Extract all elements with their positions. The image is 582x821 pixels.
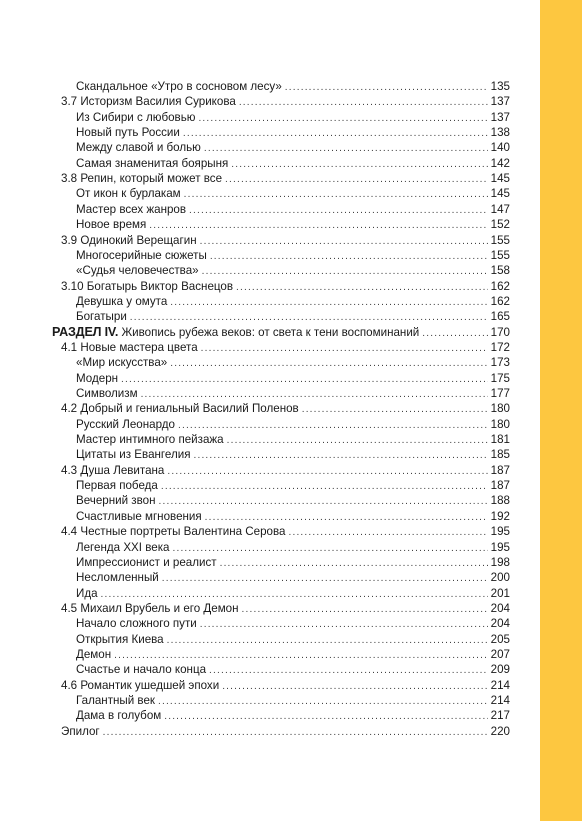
toc-entry-title: «Мир искусства» bbox=[76, 356, 168, 370]
toc-entry-title: Самая знаменитая боярыня bbox=[76, 156, 229, 170]
page-number: 147 bbox=[490, 202, 510, 216]
page-number: 207 bbox=[490, 647, 510, 661]
toc-subchapter-row bbox=[76, 125, 510, 140]
toc-subchapter-row bbox=[76, 248, 510, 263]
toc-chapter-row bbox=[61, 524, 510, 539]
toc-entry-title: Вечерний звон bbox=[76, 494, 156, 508]
page-number: 181 bbox=[490, 433, 510, 447]
toc-subchapter-row bbox=[76, 217, 510, 232]
page-number: 217 bbox=[490, 709, 510, 723]
dot-leader bbox=[201, 341, 488, 355]
toc-chapter-row bbox=[61, 463, 510, 478]
dot-leader bbox=[220, 556, 488, 570]
toc-entry-title: Несломленный bbox=[76, 571, 159, 585]
toc-subchapter-row bbox=[76, 447, 510, 462]
toc-chapter-row bbox=[61, 678, 510, 693]
page-number: 137 bbox=[490, 110, 510, 124]
page-number: 214 bbox=[490, 694, 510, 707]
toc-entry-title: Легенда XXI века bbox=[76, 540, 170, 554]
page-number: 172 bbox=[490, 340, 510, 354]
page-number: 204 bbox=[490, 601, 510, 615]
dot-leader bbox=[231, 157, 487, 171]
toc-subchapter-row bbox=[76, 186, 510, 201]
page-number: 145 bbox=[490, 187, 510, 201]
dot-leader bbox=[170, 356, 487, 370]
toc-chapter-row bbox=[61, 401, 510, 416]
toc-entry-title: Импрессионист и реалист bbox=[76, 555, 217, 569]
dot-leader bbox=[161, 479, 488, 493]
page-number: 152 bbox=[490, 218, 510, 232]
dot-leader bbox=[158, 694, 488, 708]
toc-chapter-row bbox=[61, 340, 510, 355]
toc-chapter-row bbox=[61, 233, 510, 248]
toc-subchapter-row bbox=[76, 570, 510, 585]
toc-entry-title: Из Сибири с любовью bbox=[76, 110, 196, 124]
dot-leader bbox=[162, 571, 488, 585]
toc-entry-title: Мастер интимного пейзажа bbox=[76, 433, 224, 447]
dot-leader bbox=[159, 494, 488, 508]
page-number: 187 bbox=[490, 479, 510, 493]
toc-entry-title: 4.4 Честные портреты Валентина Серова bbox=[61, 525, 286, 539]
page-number: 220 bbox=[490, 724, 510, 738]
dot-leader bbox=[178, 418, 488, 432]
toc-chapter-row bbox=[61, 94, 510, 109]
page-number: 145 bbox=[490, 172, 510, 186]
page-number: 195 bbox=[490, 525, 510, 539]
toc-chapter-row bbox=[61, 279, 510, 294]
toc-subchapter-row bbox=[76, 294, 510, 309]
section-label: РАЗДЕЛ IV. bbox=[52, 324, 119, 339]
toc-entry-title: Девушка у омута bbox=[76, 294, 168, 308]
page-number: 137 bbox=[490, 95, 510, 109]
toc-subchapter-row bbox=[76, 202, 510, 217]
page-number: 209 bbox=[490, 663, 510, 677]
toc-entry-title: Мастер всех жанров bbox=[76, 202, 187, 216]
dot-leader bbox=[167, 464, 487, 478]
toc-entry-title: Многосерийные сюжеты bbox=[76, 248, 207, 262]
toc-entry-title: Между славой и болью bbox=[76, 141, 201, 155]
page-number: 180 bbox=[490, 402, 510, 416]
toc-subchapter-row bbox=[76, 478, 510, 493]
toc-section-row bbox=[52, 325, 510, 340]
toc-entry-title: 4.3 Душа Левитана bbox=[61, 463, 165, 477]
toc-entry-title: Первая победа bbox=[76, 479, 158, 493]
dot-leader bbox=[302, 402, 488, 416]
toc-entry-title: 4.5 Михаил Врубель и его Демон bbox=[61, 601, 239, 615]
dot-leader bbox=[225, 172, 488, 186]
page-number: 180 bbox=[490, 417, 510, 431]
dot-leader bbox=[422, 326, 487, 340]
dot-leader bbox=[202, 264, 488, 278]
toc-subchapter-row bbox=[76, 540, 510, 555]
toc-subchapter-row bbox=[76, 309, 510, 324]
toc-entry-title: Русский Леонардо bbox=[76, 417, 175, 431]
dot-leader bbox=[149, 218, 487, 232]
toc-entry-title: Ида bbox=[76, 586, 98, 600]
dot-leader bbox=[285, 80, 488, 94]
toc-subchapter-row bbox=[76, 616, 510, 631]
toc-entry-title: 3.10 Богатырь Виктор Васнецов bbox=[61, 279, 234, 293]
toc-chapter-row bbox=[61, 724, 510, 739]
dot-leader bbox=[121, 372, 488, 386]
toc-subchapter-row bbox=[76, 432, 510, 447]
toc-entry-title: 4.2 Добрый и гениальный Василий Поленов bbox=[61, 402, 299, 416]
dot-leader bbox=[198, 111, 487, 125]
dot-leader bbox=[200, 234, 488, 248]
toc-subchapter-row bbox=[76, 140, 510, 155]
dot-leader bbox=[227, 433, 488, 447]
toc-subchapter-row bbox=[76, 647, 510, 662]
page-number: 162 bbox=[490, 279, 510, 293]
toc-subchapter-row bbox=[76, 386, 510, 401]
toc-entry-title bbox=[52, 325, 419, 340]
toc-subchapter-row bbox=[76, 555, 510, 570]
page-number: 170 bbox=[490, 325, 510, 339]
toc-subchapter-row bbox=[76, 509, 510, 524]
toc-entry-title: 3.9 Одинокий Верещагин bbox=[61, 233, 197, 247]
toc-entry-title: От икон к бурлакам bbox=[76, 187, 181, 201]
toc-entry-title: Скандальное «Утро в сосновом лесу» bbox=[76, 80, 282, 93]
page-number: 173 bbox=[490, 356, 510, 370]
page-number: 158 bbox=[490, 264, 510, 278]
toc-subchapter-row bbox=[76, 156, 510, 171]
toc-entry-title: Демон bbox=[76, 647, 112, 661]
page-number: 138 bbox=[490, 126, 510, 140]
toc-subchapter-row bbox=[76, 708, 510, 723]
dot-leader bbox=[239, 95, 488, 109]
dot-leader bbox=[101, 587, 488, 601]
page-number: 187 bbox=[490, 463, 510, 477]
page-number: 177 bbox=[490, 387, 510, 400]
toc-entry-title: Модерн bbox=[76, 371, 119, 385]
toc-subchapter-row bbox=[76, 586, 510, 601]
toc-entry-title: Дама в голубом bbox=[76, 709, 162, 723]
toc-chapter-row bbox=[61, 171, 510, 186]
toc-entry-title: Галантный век bbox=[76, 694, 155, 707]
page-number: 192 bbox=[490, 509, 510, 523]
dot-leader bbox=[236, 280, 488, 294]
toc-chapter-row bbox=[61, 601, 510, 616]
page-number: 175 bbox=[490, 371, 510, 385]
dot-leader bbox=[288, 525, 487, 539]
toc-subchapter-row bbox=[76, 632, 510, 647]
page-number: 140 bbox=[490, 141, 510, 155]
dot-leader bbox=[114, 648, 488, 662]
page-number: 205 bbox=[490, 632, 510, 646]
toc-subchapter-row bbox=[76, 371, 510, 386]
dot-leader bbox=[205, 510, 488, 524]
toc-subchapter-row bbox=[76, 417, 510, 432]
dot-leader bbox=[189, 203, 488, 217]
toc-entry-title: 4.1 Новые мастера цвета bbox=[61, 340, 198, 354]
toc-entry-title: Символизм bbox=[76, 387, 138, 400]
dot-leader bbox=[204, 141, 488, 155]
dot-leader bbox=[141, 387, 488, 401]
dot-leader bbox=[200, 617, 488, 631]
toc-entry-title: Цитаты из Евангелия bbox=[76, 448, 191, 462]
toc-subchapter-row bbox=[76, 493, 510, 508]
toc-entry-title: Счастливые мгновения bbox=[76, 509, 202, 523]
toc-entry-title: 4.6 Романтик ушедшей эпохи bbox=[61, 678, 220, 692]
dot-leader bbox=[193, 448, 487, 462]
toc-entry-title: 3.7 Историзм Василия Сурикова bbox=[61, 95, 236, 109]
page-number: 142 bbox=[490, 156, 510, 170]
accent-side-bar bbox=[540, 0, 582, 821]
dot-leader bbox=[183, 126, 488, 140]
toc-entry-title: 3.8 Репин, который может все bbox=[61, 172, 223, 186]
dot-leader bbox=[170, 295, 487, 309]
toc-subchapter-row bbox=[76, 662, 510, 677]
dot-leader bbox=[209, 663, 488, 677]
toc-entry-title: Открытия Киева bbox=[76, 632, 164, 646]
toc-entry-title: Новое время bbox=[76, 218, 147, 232]
toc-entry-title: Эпилог bbox=[61, 724, 100, 738]
page-number: 155 bbox=[490, 233, 510, 247]
dot-leader bbox=[222, 679, 487, 693]
toc-subchapter-row bbox=[76, 110, 510, 125]
toc-subchapter-row bbox=[76, 355, 510, 370]
toc-subchapter-row bbox=[76, 79, 510, 94]
page-number: 204 bbox=[490, 617, 510, 631]
toc-entry-title: Новый путь России bbox=[76, 126, 180, 140]
section-title: Живопись рубежа веков: от света к тени воспоминаний bbox=[118, 325, 420, 339]
page-number: 185 bbox=[490, 448, 510, 462]
page-number: 188 bbox=[490, 494, 510, 508]
dot-leader bbox=[167, 633, 488, 647]
page-number: 195 bbox=[490, 540, 510, 554]
page-number: 200 bbox=[490, 571, 510, 585]
page-number: 162 bbox=[490, 294, 510, 308]
page-number: 198 bbox=[490, 555, 510, 569]
dot-leader bbox=[184, 187, 488, 201]
dot-leader bbox=[164, 709, 487, 723]
page-number: 165 bbox=[490, 310, 510, 324]
page-number: 201 bbox=[490, 586, 510, 600]
toc-entry-title: «Судья человечества» bbox=[76, 264, 199, 278]
page-number: 214 bbox=[490, 678, 510, 692]
toc-entry-title: Счастье и начало конца bbox=[76, 663, 207, 677]
page-number: 155 bbox=[490, 248, 510, 262]
dot-leader bbox=[210, 249, 488, 263]
toc-entry-title: Начало сложного пути bbox=[76, 617, 197, 631]
dot-leader bbox=[130, 310, 488, 324]
toc-subchapter-row bbox=[76, 693, 510, 708]
page-number: 135 bbox=[490, 80, 510, 93]
toc-entry-title: Богатыри bbox=[76, 310, 127, 324]
toc-subchapter-row bbox=[76, 263, 510, 278]
dot-leader bbox=[242, 602, 488, 616]
dot-leader bbox=[103, 725, 488, 739]
dot-leader bbox=[172, 541, 487, 555]
